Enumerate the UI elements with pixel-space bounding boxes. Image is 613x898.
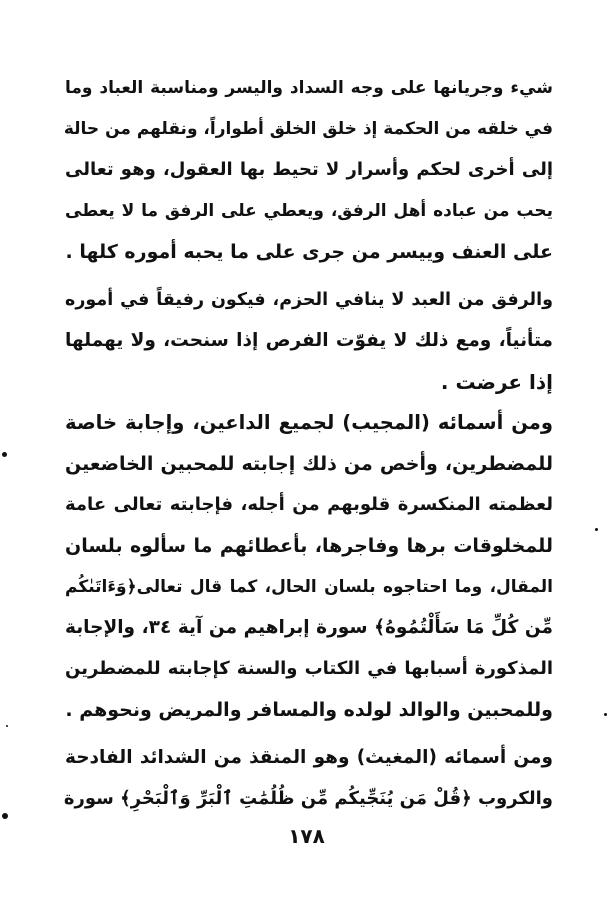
text-line: وللمحبين والوالد لولده والمسافر والمريض ونحوهم .	[65, 699, 553, 721]
page-number: ١٧٨	[288, 824, 325, 848]
scan-speck	[604, 713, 607, 716]
text-line: ومن أسمائه (المجيب) لجميع الداعين، وإجابة خاصة	[65, 411, 553, 434]
text-line: والكروب ﴿قُلْ مَن يُنَجِّيكُم مِّن ظُلُمَٰتِ ٱلْبَرِّ وَٱلْبَحْرِ﴾ سورة	[63, 788, 553, 809]
text-line: للمضطرين، وأخص من ذلك إجابته للمحبين الخاضعين	[65, 453, 553, 475]
text-line: يحب من عباده أهل الرفق، ويعطي على الرفق ما لا يعطى	[65, 201, 553, 221]
text-line: ومن أسمائه (المغيث) وهو المنقذ من الشدائد الفادحة	[65, 747, 553, 768]
text-line: المذكورة أسبابها في الكتاب والسنة كإجابته للمضطرين	[65, 658, 553, 679]
text-line: إلى أخرى لحكم وأسرار لا تحيط بها العقول، وهو تعالى	[65, 159, 553, 180]
text-line: متأنياً، ومع ذلك لا يفوّت الفرص إذا سنحت، ولا يهملها	[65, 330, 553, 351]
text-line: للمخلوقات برها وفاجرها، بأعطائهم ما سألوه بلسان	[65, 535, 553, 557]
text-line: في خلقه من الحكمة إذ خلق الخلق أطواراً، ونقلهم من حالة	[63, 119, 553, 139]
scan-speck	[2, 452, 7, 457]
text-line: مِّن كُلِّ مَا سَأَلْتُمُوهُ﴾ سورة إبراهيم من آية ٣٤، والإجابة	[65, 617, 554, 638]
text-line: إذا عرضت .	[440, 370, 553, 394]
scan-speck	[595, 528, 598, 531]
text-line: المقال، وما احتاجوه بلسان الحال، كما قال تعالى﴿وَءَاتَىٰكُم	[65, 577, 553, 597]
scan-speck	[6, 725, 8, 727]
text-line: والرفق من العبد لا ينافي الحزم، فيكون رفيقاً في أموره	[65, 290, 553, 310]
text-line: شيء وجريانها على وجه السداد واليسر ومناسبة العباد وما	[65, 78, 553, 98]
text-line: لعظمته المنكسرة قلوبهم من أجله، فإجابته تعالى عامة	[65, 494, 553, 515]
scan-speck	[2, 813, 8, 819]
text-line: على العنف وييسر من جرى على ما يحبه أموره كلها .	[65, 241, 553, 263]
